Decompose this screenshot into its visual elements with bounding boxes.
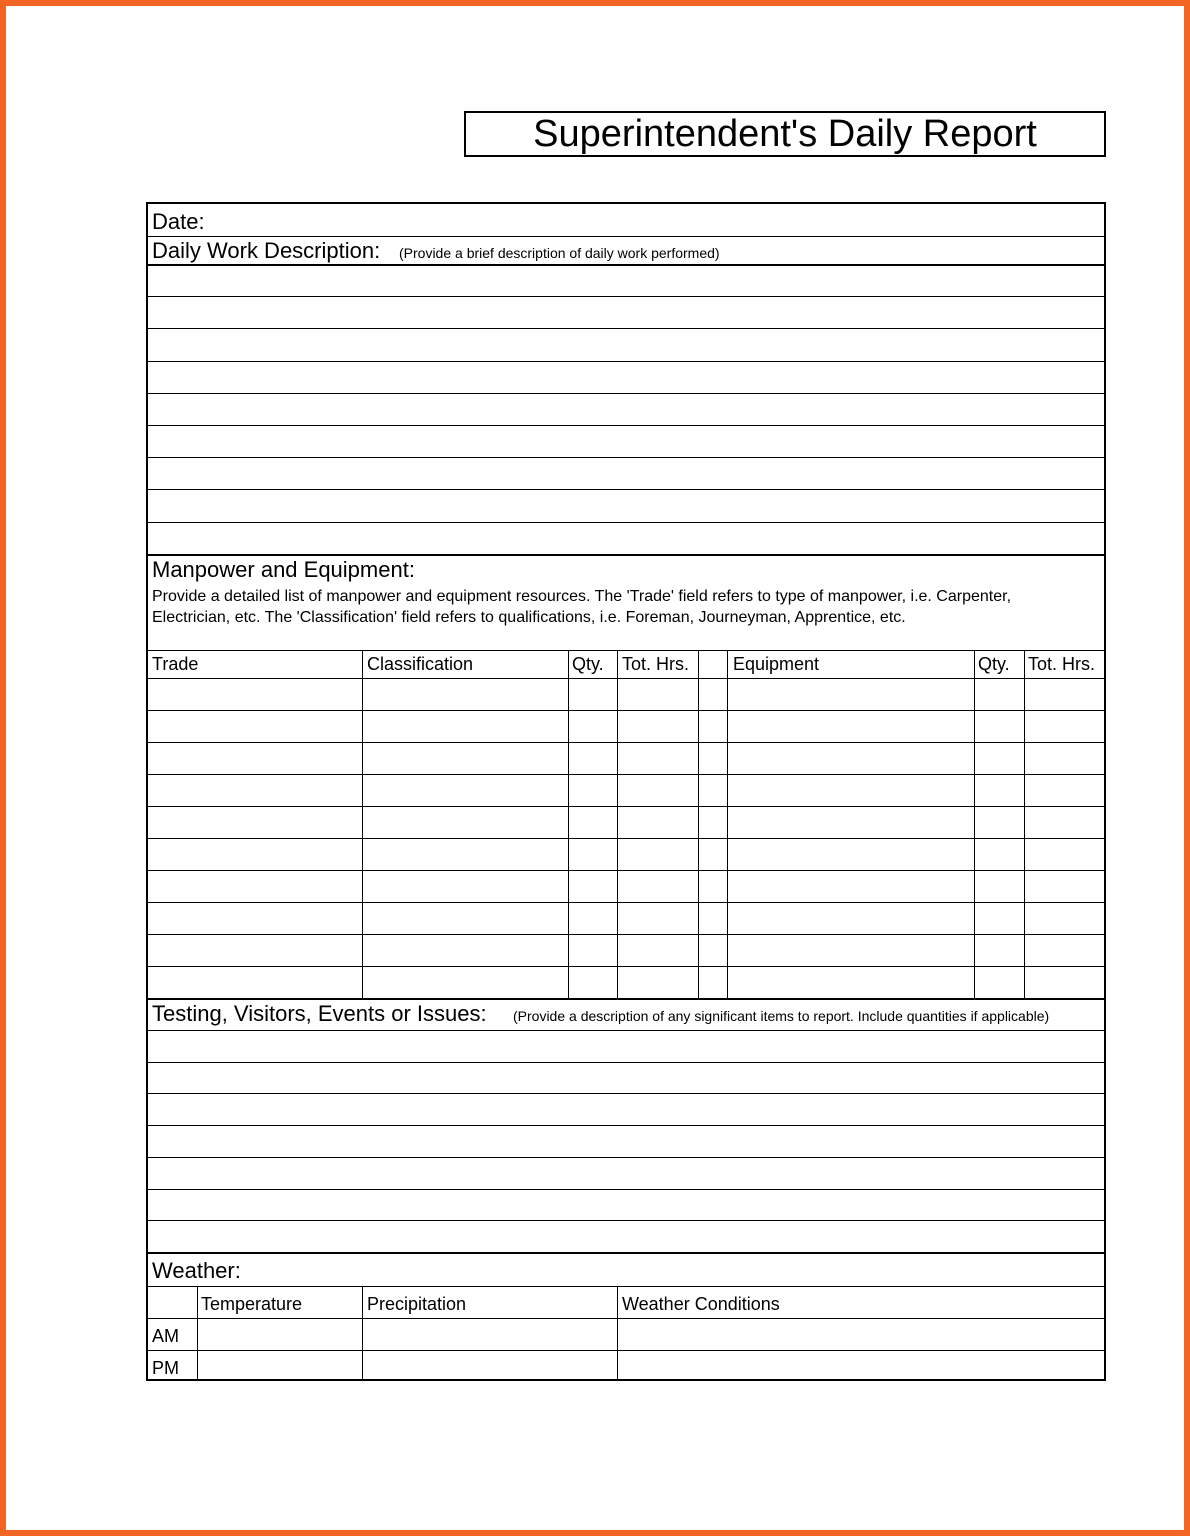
table-row-line xyxy=(148,710,1104,711)
weather-col-precipitation: Precipitation xyxy=(367,1294,467,1314)
weather-am-divider xyxy=(148,1350,1104,1351)
table-row-line xyxy=(148,678,1104,679)
col-tot-hrs-equipment: Tot. Hrs. xyxy=(1028,654,1096,674)
work-line xyxy=(148,457,1104,458)
col-divider-trade xyxy=(362,650,363,998)
table-row-line xyxy=(148,966,1104,967)
work-line xyxy=(148,393,1104,394)
weather-divider-temperature xyxy=(362,1286,363,1381)
col-qty: Qty. xyxy=(572,654,604,674)
work-section-bottom xyxy=(148,554,1104,556)
col-classification: Classification xyxy=(367,654,474,674)
date-divider xyxy=(148,236,1104,237)
col-trade: Trade xyxy=(152,654,199,674)
testing-line xyxy=(148,1157,1104,1158)
work-line xyxy=(148,361,1104,362)
weather-row-am: AM xyxy=(152,1326,179,1346)
col-divider-tot-hrs xyxy=(698,650,699,998)
col-divider-qty-equipment xyxy=(1024,650,1025,998)
weather-divider-label xyxy=(197,1286,198,1381)
manpower-section-bottom xyxy=(148,998,1104,1000)
col-divider-classification xyxy=(568,650,569,998)
work-description-note: (Provide a brief description of daily work performed) xyxy=(399,245,720,261)
testing-line xyxy=(148,1189,1104,1190)
report-form xyxy=(146,202,1106,1381)
weather-heading: Weather: xyxy=(152,1258,241,1283)
weather-col-conditions: Weather Conditions xyxy=(622,1294,780,1314)
weather-divider-precipitation xyxy=(617,1286,618,1381)
testing-line xyxy=(148,1125,1104,1126)
work-line xyxy=(148,489,1104,490)
manpower-heading: Manpower and Equipment: xyxy=(152,557,415,582)
work-line xyxy=(148,425,1104,426)
table-row-line xyxy=(148,934,1104,935)
manpower-desc-line1: Provide a detailed list of manpower and equipment resources. The 'Trade' field refers to type of manpower, i.e. Carpenter, xyxy=(152,588,1012,605)
weather-table-top xyxy=(148,1286,1104,1287)
col-tot-hrs: Tot. Hrs. xyxy=(622,654,690,674)
report-title: Superintendent's Daily Report xyxy=(464,111,1106,157)
table-row-line xyxy=(148,742,1104,743)
work-line xyxy=(148,296,1104,297)
date-label: Date: xyxy=(152,209,205,234)
col-equipment: Equipment xyxy=(733,654,820,674)
testing-line xyxy=(148,1220,1104,1221)
testing-note: (Provide a description of any significant items to report. Include quantities if applicable) xyxy=(513,1008,1050,1024)
work-line xyxy=(148,328,1104,329)
manpower-desc-line2: Electrician, etc. The 'Classification' field refers to qualifications, i.e. Foreman, Journeyman, Apprentice, etc. xyxy=(152,609,906,626)
testing-line xyxy=(148,1062,1104,1063)
testing-line xyxy=(148,1093,1104,1094)
testing-label: Testing, Visitors, Events or Issues: xyxy=(152,1001,487,1026)
weather-row-pm: PM xyxy=(152,1358,179,1378)
table-row-line xyxy=(148,838,1104,839)
col-qty-equipment: Qty. xyxy=(978,654,1010,674)
table-row-line xyxy=(148,870,1104,871)
col-divider-equipment xyxy=(974,650,975,998)
col-divider-equipment-start xyxy=(727,650,728,998)
work-line xyxy=(148,522,1104,523)
manpower-table-top xyxy=(148,650,1104,651)
testing-header-divider xyxy=(148,1030,1104,1031)
weather-header-divider xyxy=(148,1318,1104,1319)
weather-col-temperature: Temperature xyxy=(201,1294,303,1314)
work-description-label: Daily Work Description: xyxy=(152,238,381,263)
table-row-line xyxy=(148,774,1104,775)
col-divider-qty xyxy=(617,650,618,998)
testing-section-bottom xyxy=(148,1252,1104,1254)
table-row-line xyxy=(148,806,1104,807)
table-row-line xyxy=(148,902,1104,903)
work-header-divider xyxy=(148,264,1104,266)
